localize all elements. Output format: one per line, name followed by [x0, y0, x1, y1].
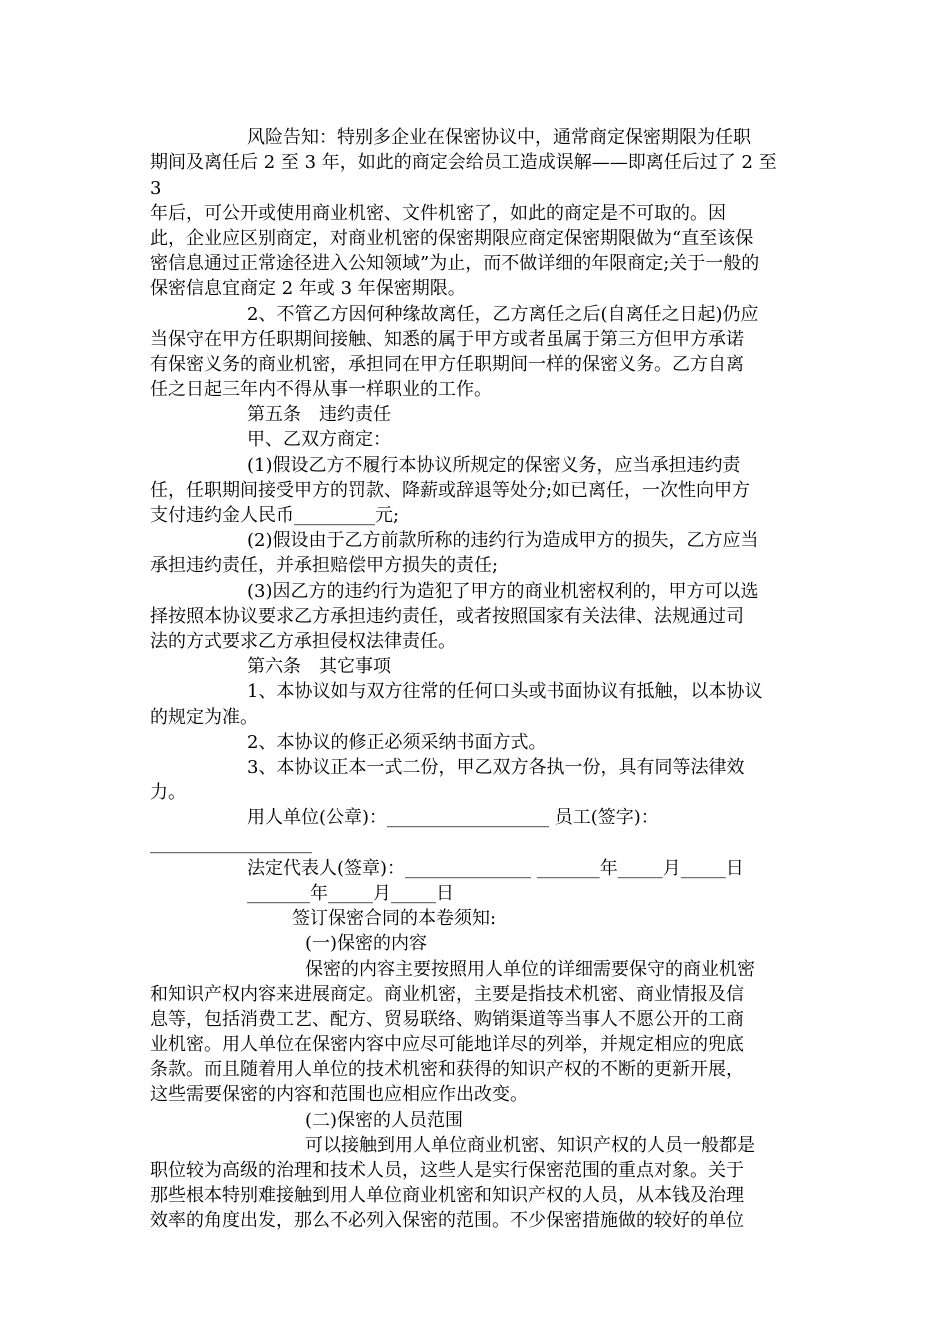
text-line: 有保密义务的商业机密，承担同在甲方任职期间一样的保密义务。乙方自离	[150, 354, 744, 375]
text-line: 当保守在甲方任职期间接触、知悉的属于甲方或者虽属于第三方但甲方承诺	[150, 329, 744, 350]
text-line: 保密的内容主要按照用人单位的详细需要保守的商业机密	[305, 959, 755, 980]
clause-item-2: 2、不管乙方因何种缘故离任，乙方离任之后(自离任之日起)仍应	[247, 304, 759, 325]
text-line: 效率的角度出发，那么不必列入保密的范围。不少保密措施做的较好的单位	[150, 1210, 744, 1231]
clause-item-1: 1、本协议如与双方往常的任何口头或书面协议有抵触，以本协议	[247, 681, 763, 702]
text-line: 此，企业应区别商定，对商业机密的保密期限应商定保密期限做为“直至该保	[150, 228, 754, 249]
text-line: 可以接触到用人单位商业机密、知识产权的人员一般都是	[305, 1135, 755, 1156]
section-heading: 签订保密合同的本卷须知:	[292, 908, 497, 929]
text-line: 期间及离任后 2 至 3 年，如此的商定会给员工造成误解——即离任后过了 2 至	[150, 152, 777, 173]
text-line: 这些需要保密的内容和范围也应相应作出改变。	[150, 1084, 528, 1105]
clause-item-3: (3)因乙方的违约行为造犯了甲方的商业机密权利的，甲方可以选	[247, 581, 759, 602]
text-line: 条款。而且随着用人单位的技术机密和获得的知识产权的不断的更新开展，	[150, 1059, 744, 1080]
text-line: 支付违约金人民币_________元;	[150, 505, 400, 526]
text-line: 法的方式要求乙方承担侵权法律责任。	[150, 631, 456, 652]
clause-item-3: 3、本协议正本一式二份，甲乙双方各执一份，具有同等法律效	[247, 757, 745, 778]
text-line: 承担违约责任，并承担赔偿甲方损失的责任;	[150, 555, 499, 576]
text-line: 保密信息宜商定 2 年或 3 年保密期限。	[150, 278, 466, 299]
signature-line: 用人单位(公章)：__________________ 员工(签字)：	[247, 807, 659, 828]
text-line: 职位较为高级的治理和技术人员，这些人是实行保密范围的重点对象。关于	[150, 1160, 744, 1181]
text-line: 年后，可公开或使用商业机密、文件机密了，如此的商定是不可取的。因	[150, 203, 726, 224]
subsection-heading-2: (二)保密的人员范围	[305, 1110, 464, 1131]
text-line: 择按照本协议要求乙方承担违约责任，或者按照国家有关法律、法规通过司	[150, 606, 744, 627]
date-line: _______年_____月_____日	[247, 883, 454, 904]
article-6-heading: 第六条 其它事项	[247, 656, 391, 677]
text-line: 甲、乙双方商定：	[247, 429, 391, 450]
text-line: 的规定为准。	[150, 707, 258, 728]
text-line: 息等，包括消费工艺、配方、贸易联络、购销渠道等当事人不愿公开的工商	[150, 1009, 744, 1030]
clause-item-1: (1)假设乙方不履行本协议所规定的保密义务，应当承担违约责	[247, 455, 741, 476]
article-5-heading: 第五条 违约责任	[247, 404, 391, 425]
clause-item-2: 2、本协议的修正必须采纳书面方式。	[247, 732, 547, 753]
clause-item-2: (2)假设由于乙方前款所称的违约行为造成甲方的损失，乙方应当	[247, 530, 759, 551]
risk-notice-line: 风险告知：特别多企业在保密协议中，通常商定保密期限为任职	[247, 127, 751, 148]
subsection-heading-1: (一)保密的内容	[305, 933, 428, 954]
legal-rep-line: 法定代表人(签章)：______________ _______年_____月_____日	[247, 858, 744, 879]
signature-blank: __________________	[150, 833, 312, 854]
text-line: 密信息通过正常途径进入公知领域”为止，而不做详细的年限商定;关于一般的	[150, 253, 760, 274]
text-line: 力。	[150, 782, 186, 803]
text-line: 3	[150, 178, 162, 199]
text-line: 任之日起三年内不得从事一样职业的工作。	[150, 379, 492, 400]
text-line: 那些根本特别难接触到用人单位商业机密和知识产权的人员，从本钱及治理	[150, 1185, 744, 1206]
text-line: 业机密。用人单位在保密内容中应尽可能地详尽的列举，并规定相应的兜底	[150, 1034, 744, 1055]
text-line: 和知识产权内容来进展商定。商业机密，主要是指技术机密、商业情报及信	[150, 984, 744, 1005]
text-line: 任，任职期间接受甲方的罚款、降薪或辞退等处分;如已离任，一次性向甲方	[150, 480, 751, 501]
